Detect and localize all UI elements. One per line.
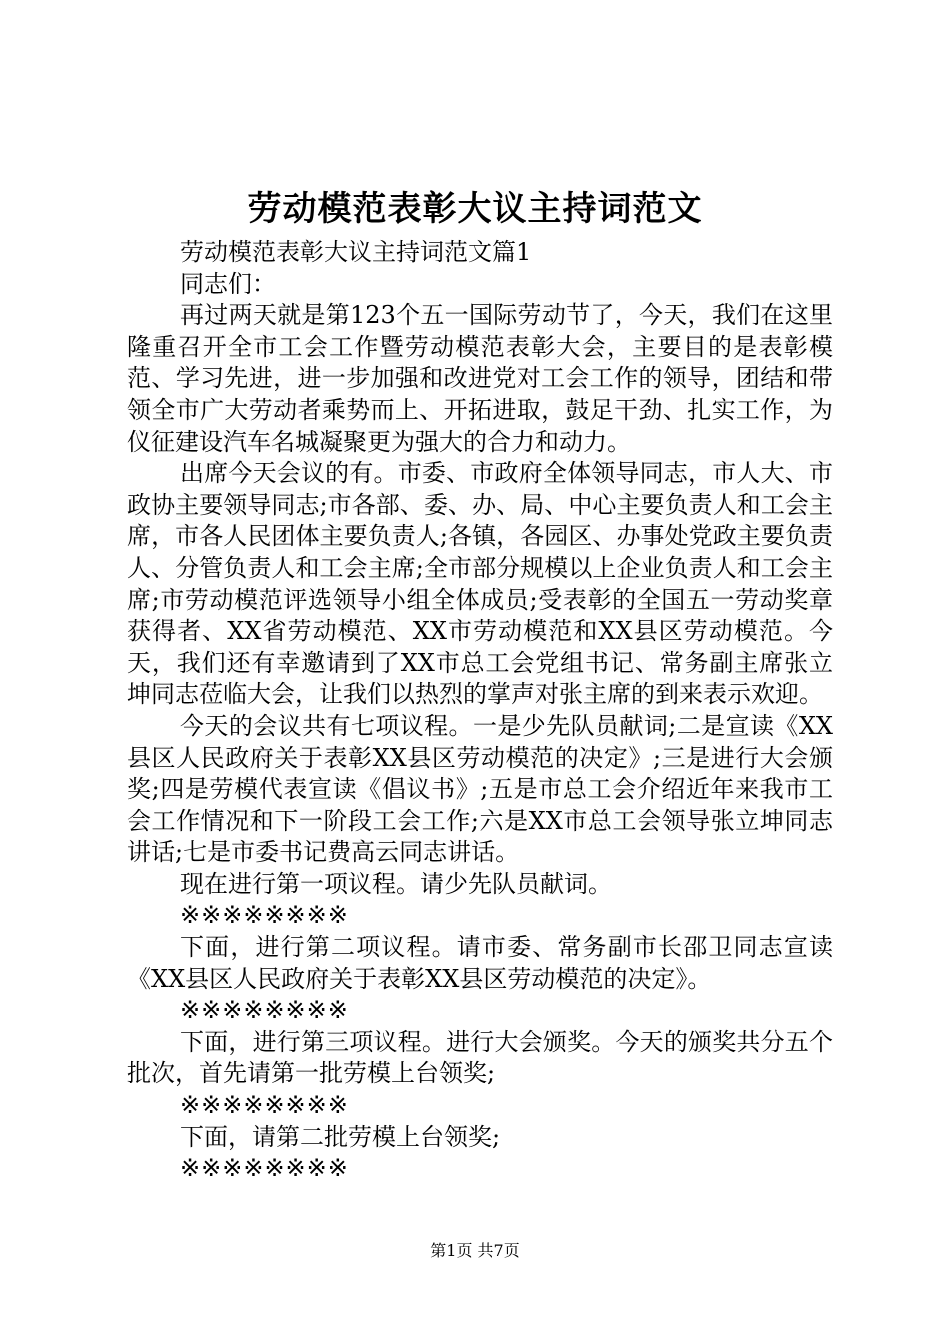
paragraph-attendees: 出席今天会议的有。市委、市政府全体领导同志，市人大、市政协主要领导同志;市各部、委、办、局、中心主要负责人和工会主席，市各人民团体主要负责人;各镇，各园区、办事处党政主要负责人、分管负责人和工会主席;全市部分规模以上企业负责人和工会主席;市劳动模范评选领导小组全体成员;受表彰的全国五一劳动奖章获得者、XX省劳动模范、XX市劳动模范和XX县区劳动模范。今天，我们还有幸邀请到了XX市总工会党组书记、常务副主席张立坤同志莅临大会，让我们以热烈的掌声对张主席的到来表示欢迎。 [127,459,833,709]
paragraph-item-1: 现在进行第一项议程。请少先队员献词。 [180,869,612,898]
separator-marks: ※※※※※※※※ [180,1154,349,1183]
section-heading: 劳动模范表彰大议主持词范文篇1 [180,238,532,266]
salutation: 同志们： [180,269,276,298]
separator-marks: ※※※※※※※※ [180,1091,349,1120]
paragraph-intro: 再过两天就是第123个五一国际劳动节了，今天，我们在这里隆重召开全市工会工作暨劳动模范表彰大会，主要目的是表彰模范、学习先进，进一步加强和改进党对工会工作的领导，团结和带领全市广大劳动者乘势而上、开拓进取，鼓足干劲、扎实工作，为仪征建设汽车名城凝聚更为强大的合力和动力。 [127,301,833,456]
paragraph-item-2: 下面，进行第二项议程。请市委、常务副市长邵卫同志宣读《XX县区人民政府关于表彰XX县区劳动模范的决定》。 [127,933,833,993]
page-footer: 第1页 共7页 [430,1241,520,1260]
document-title: 劳动模范表彰大议主持词范文 [247,189,703,229]
paragraph-item-3-batch-2: 下面，请第二批劳模上台领奖; [180,1122,501,1151]
separator-marks: ※※※※※※※※ [180,996,349,1025]
document-body [127,237,833,1185]
separator-marks: ※※※※※※※※ [180,901,349,930]
paragraph-item-3: 下面，进行第三项议程。进行大会颁奖。今天的颁奖共分五个批次，首先请第一批劳模上台领奖; [127,1027,833,1088]
paragraph-agenda: 今天的会议共有七项议程。一是少先队员献词;二是宣读《XX县区人民政府关于表彰XX县区劳动模范的决定》;三是进行大会颁奖;四是劳模代表宣读《倡议书》;五是市总工会介绍近年来我市工会工作情况和下一阶段工会工作;六是XX市总工会领导张立坤同志讲话;七是市委书记费高云同志讲话。 [127,711,833,867]
